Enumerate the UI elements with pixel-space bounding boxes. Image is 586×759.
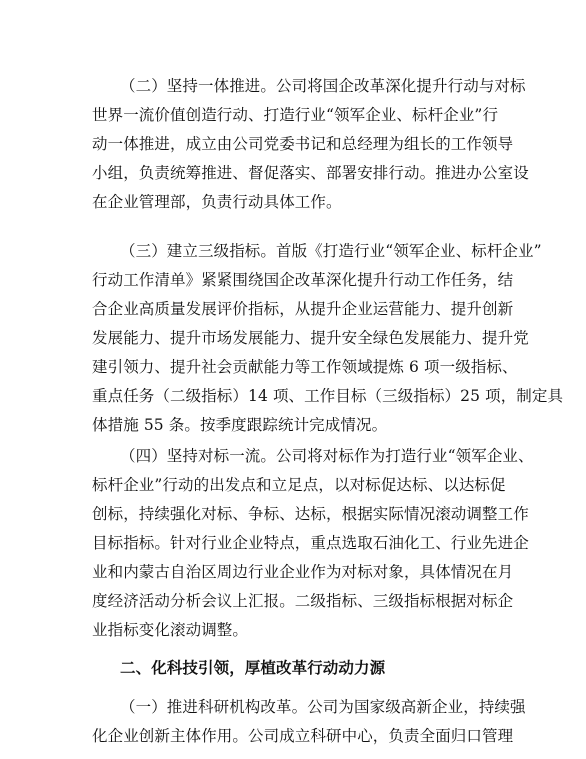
paragraph-3-line-6: 重点任务（二级指标）14 项、工作目标（三级指标）25 项，制定具 <box>92 387 564 405</box>
paragraph-2-line-2: 世界一流价值创造行动、打造行业“领军企业、标杆企业”行 <box>92 106 499 124</box>
paragraph-4-line-2: 标杆企业”行动的出发点和立足点，以对标促达标、以达标促 <box>92 476 506 494</box>
paragraph-2-line-5: 在企业管理部，负责行动具体工作。 <box>92 193 342 211</box>
paragraph-4-line-5: 业和内蒙古自治区周边行业企业作为对标对象，具体情况在月 <box>92 563 514 581</box>
paragraph-4-line-3: 创标，持续强化对标、争标、达标，根据实际情况滚动调整工作 <box>92 505 529 523</box>
paragraph-3-line-4: 发展能力、提升市场发展能力、提升安全绿色发展能力、提升党 <box>92 329 529 347</box>
paragraph-3-line-7: 体措施 55 条。按季度跟踪统计完成情况。 <box>92 416 388 434</box>
paragraph-2-line-4: 小组，负责统筹推进、督促落实、部署安排行动。推进办公室设 <box>92 164 529 182</box>
paragraph-2-line-3: 动一体推进，成立由公司党委书记和总经理为组长的工作领导 <box>92 135 514 153</box>
paragraph-5-line-2: 化企业创新主体作用。公司成立科研中心，负责全面归口管理 <box>92 727 514 745</box>
paragraph-3-line-3: 合企业高质量发展评价指标，从提升企业运营能力、提升创新 <box>92 300 514 318</box>
paragraph-4-line-6: 度经济活动分析会议上汇报。二级指标、三级指标根据对标企 <box>92 592 514 610</box>
paragraph-4-line-1: （四）坚持对标一流。公司将对标作为打造行业“领军企业、 <box>120 447 534 465</box>
paragraph-4-line-4: 目标指标。针对行业企业特点，重点选取石油化工、行业先进企 <box>92 534 529 552</box>
paragraph-3-line-2: 行动工作清单》紧紧围绕国企改革深化提升行动工作任务，结 <box>92 271 514 289</box>
paragraph-3-line-5: 建引领力、提升社会贡献能力等工作领域提炼 6 项一级指标、 <box>92 358 518 376</box>
paragraph-4-line-7: 业指标变化滚动调整。 <box>92 621 249 639</box>
paragraph-3-line-1: （三）建立三级指标。首版《打造行业“领军企业、标杆企业” <box>120 242 542 260</box>
paragraph-2-line-1: （二）坚持一体推进。公司将国企改革深化提升行动与对标 <box>120 77 526 95</box>
section-heading: 二、化科技引领，厚植改革行动动力源 <box>120 658 386 677</box>
paragraph-5-line-1: （一）推进科研机构改革。公司为国家级高新企业，持续强 <box>120 698 526 716</box>
